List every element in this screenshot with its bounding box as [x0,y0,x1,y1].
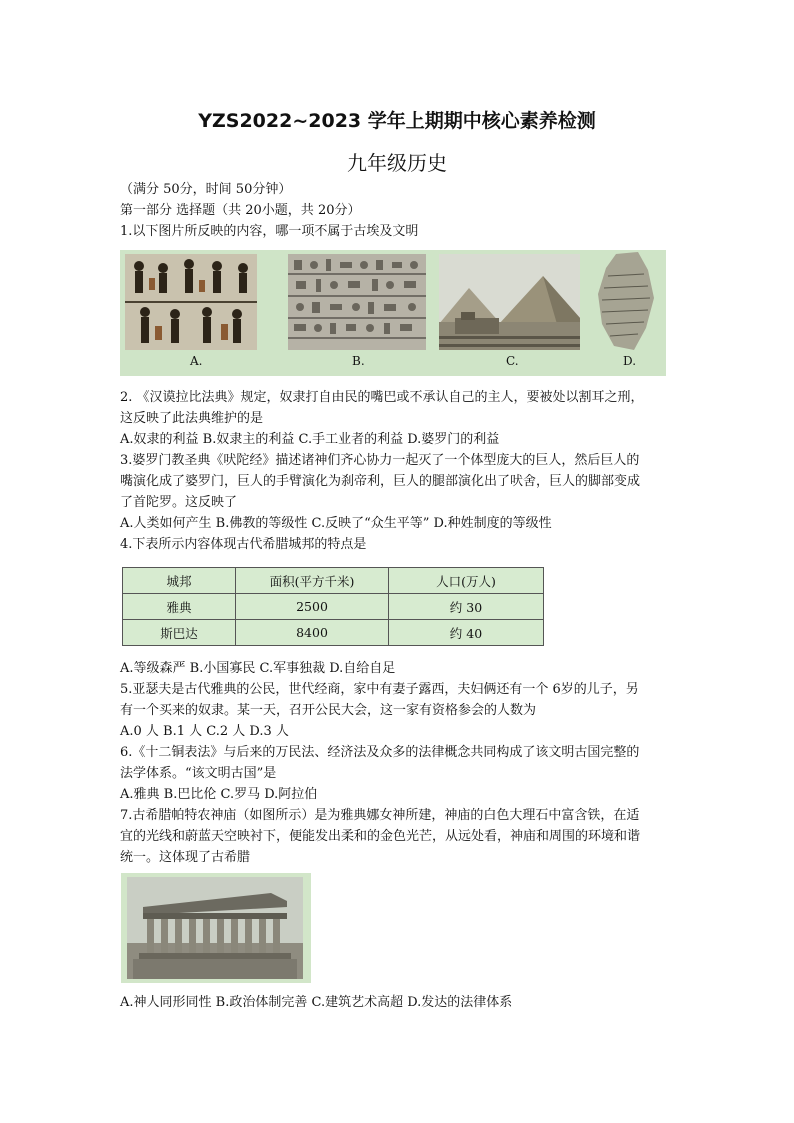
q4-city-state-table [122,567,544,646]
q1-photo-b-hieroglyphs [288,254,426,350]
q1-caption-c: C. [506,354,519,368]
table-header-row [123,568,544,594]
q7-photo-parthenon [121,873,311,983]
q1-caption-b: B. [352,354,365,368]
table-cell: 斯巴达 [123,620,236,646]
table-cell: 约 40 [389,620,544,646]
q1-photo-c-pyramids [439,254,580,350]
table-cell: 8400 [236,620,389,646]
q2-stem-line1: 2. 《汉谟拉比法典》规定，奴隶打自由民的嘴巴或不承认自己的主人，要被处以割耳之刑， [120,390,644,405]
q7-stem-line2: 宜的光线和蔚蓝天空映衬下，便能发出柔和的金色光芒，从远处看，神庙和周围的环境和谐 [120,829,641,844]
q3-stem-line3: 了首陀罗。这反映了 [120,495,238,510]
table-header-cell: 人口(万人) [389,568,544,594]
table-row [123,620,544,646]
q3-options: A.人类如何产生 B.佛教的等级性 C.反映了“众生平等” D.种姓制度的等级性 [120,516,552,531]
q7-stem-line3: 统一。这体现了古希腊 [120,850,251,865]
q5-options: A.0 人 B.1 人 C.2 人 D.3 人 [120,724,289,739]
q5-stem-line2: 有一个买来的奴隶。某一天，召开公民大会，这一家有资格参会的人数为 [120,703,537,718]
table-cell: 雅典 [123,594,236,620]
q1-caption-d: D. [623,354,637,368]
q6-stem-line1: 6.《十二铜表法》与后来的万民法、经济法及众多的法律概念共同构成了该文明古国完整的 [120,745,640,760]
table-header-cell: 面积(平方千米) [236,568,389,594]
q2-stem-line2: 这反映了此法典维护的是 [120,411,264,426]
section-heading: 第一部分 选择题（共 20小题，共 20分） [120,203,361,218]
exam-title: YZS2022~2023 学年上期期中核心素养检测 [198,110,596,132]
table-header-cell: 城邦 [123,568,236,594]
exam-note: （满分 50分，时间 50分钟） [120,182,292,197]
table-cell: 约 30 [389,594,544,620]
q6-stem-line2: 法学体系。“该文明古国”是 [120,766,277,781]
q1-caption-a: A. [190,354,203,368]
q3-stem-line2: 嘴演化成了婆罗门，巨人的手臂演化为刹帝利，巨人的腿部演化出了吠舍，巨人的脚部变成 [120,474,641,489]
q4-options: A.等级森严 B.小国寡民 C.军事独裁 D.自给自足 [120,661,396,676]
q6-options: A.雅典 B.巴比伦 C.罗马 D.阿拉伯 [120,787,318,802]
q1-stem: 1.以下图片所反映的内容，哪一项不属于古埃及文明 [120,224,419,239]
q1-figure-strip [120,250,666,376]
table-row [123,594,544,620]
q1-photo-d-stone-fragment [594,250,658,354]
q2-options: A.奴隶的利益 B.奴隶主的利益 C.手工业者的利益 D.婆罗门的利益 [120,432,500,447]
q3-stem-line1: 3.婆罗门教圣典《吠陀经》描述诸神们齐心协力一起灭了一个体型庞大的巨人，然后巨人的 [120,453,640,468]
table-cell: 2500 [236,594,389,620]
q4-stem: 4.下表所示内容体现古代希腊城邦的特点是 [120,537,367,552]
q1-photo-a-tomb-painting [125,254,257,350]
q7-options: A.神人同形同性 B.政治体制完善 C.建筑艺术高超 D.发达的法律体系 [120,995,513,1010]
q5-stem-line1: 5.亚瑟夫是古代雅典的公民，世代经商，家中有妻子露西，夫妇俩还有一个 6岁的儿子，另 [120,682,639,697]
q7-stem-line1: 7.古希腊帕特农神庙（如图所示）是为雅典娜女神所建，神庙的白色大理石中富含铁，在适 [120,808,640,823]
exam-subtitle: 九年级历史 [347,151,447,175]
